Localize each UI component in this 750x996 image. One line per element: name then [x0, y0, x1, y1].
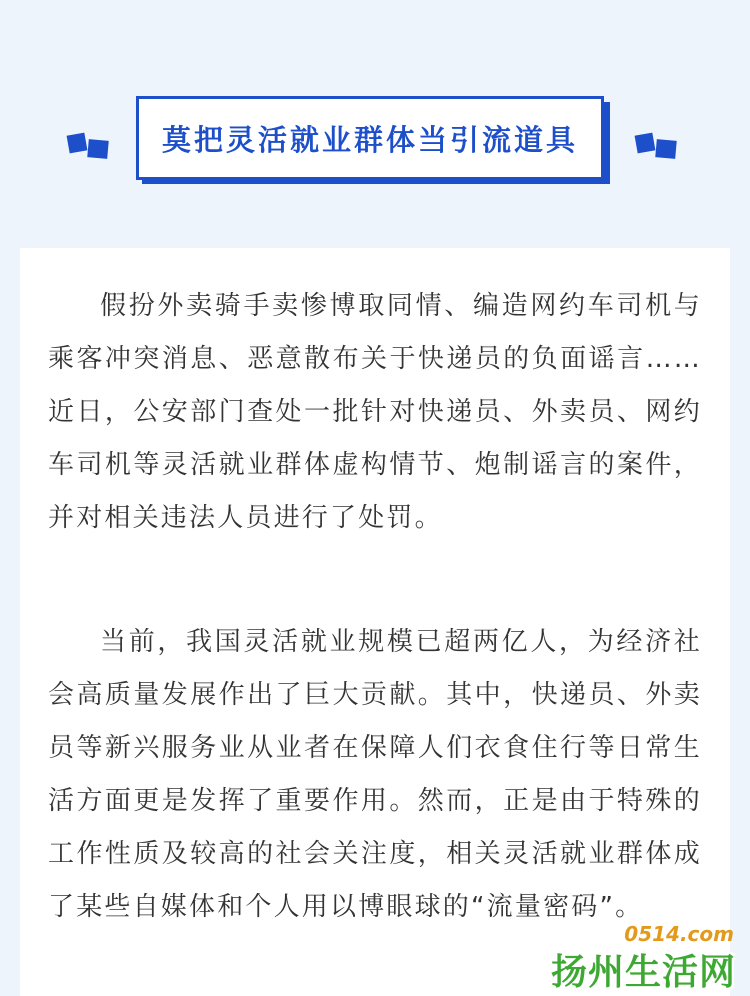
title-box: [136, 96, 604, 180]
article-card: [20, 248, 730, 996]
site-watermark: [534, 922, 744, 992]
page-title: 莫把灵活就业群体当引流道具: [161, 122, 578, 157]
blue-squares-icon: [630, 126, 690, 170]
article-paragraph: 当前，我国灵活就业规模已超两亿人，为经济社会高质量发展作出了巨大贡献。其中，快递员、外卖员等新兴服务业从业者在保障人们衣食住行等日常生活方面更是发挥了重要作用。然而，正是由于特殊的工作性质及较高的社会关注度，相关灵活就业群体成了某些自媒体和个人用以博眼球的“流量密码”。: [48, 627, 702, 922]
watermark-logo: 扬州生活网: [550, 952, 736, 993]
article-paragraph: 假扮外卖骑手卖惨博取同情、编造网约车司机与乘客冲突消息、恶意散布关于快递员的负面谣言……近日，公安部门查处一批针对快递员、外卖员、网约车司机等灵活就业群体虚构情节、炮制谣言的案件，并对相关违法人员进行了处罚。: [48, 291, 702, 533]
title-banner: [136, 96, 604, 178]
watermark-domain: 0514.com: [624, 922, 734, 946]
blue-squares-icon: [62, 126, 122, 170]
